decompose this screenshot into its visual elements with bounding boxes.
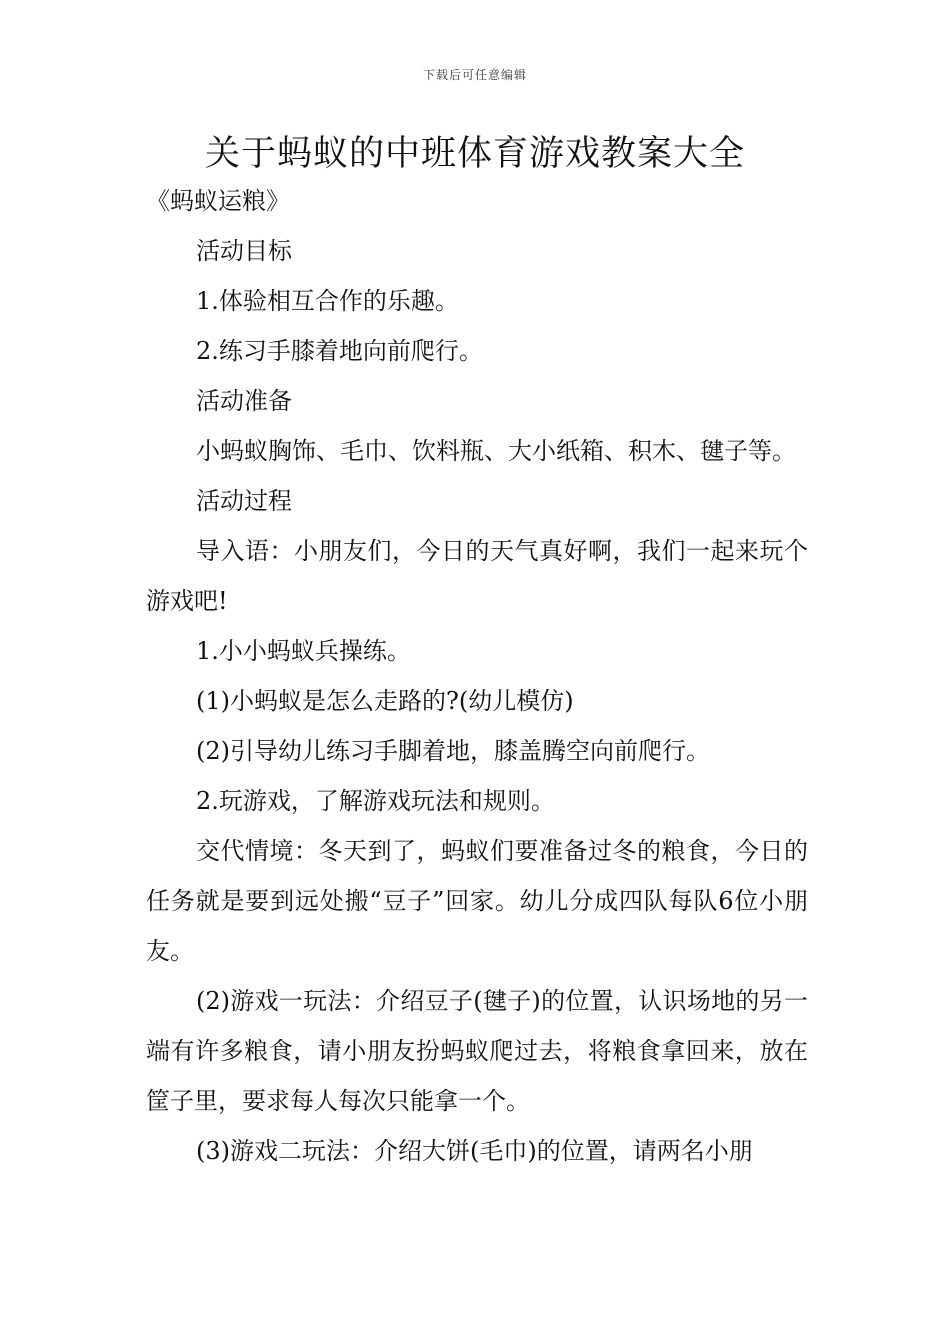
- paragraph: (2)游戏一玩法：介绍豆子(毽子)的位置，认识场地的另一端有许多粮食，请小朋友扮蚂蚁爬过去，将粮食拿回来，放在筐子里，要求每人每次只能拿一个。: [146, 987, 808, 1115]
- paragraph: 1.小小蚂蚁兵操练。: [196, 637, 411, 665]
- paragraph: 2.练习手膝着地向前爬行。: [196, 337, 483, 365]
- paragraph: (1)小蚂蚁是怎么走路的?(幼儿模仿): [196, 687, 574, 715]
- document-body: [146, 176, 808, 1176]
- paragraph: 活动准备: [196, 387, 292, 415]
- paragraph: 活动过程: [196, 487, 292, 515]
- paragraph: 《蚂蚁运粮》: [146, 187, 290, 215]
- paragraph: (2)引导幼儿练习手脚着地，膝盖腾空向前爬行。: [196, 737, 710, 765]
- document-title: 关于蚂蚁的中班体育游戏教案大全: [204, 134, 745, 174]
- paragraph: 2.玩游戏，了解游戏玩法和规则。: [196, 787, 555, 815]
- paragraph: 活动目标: [196, 237, 292, 265]
- paragraph: 1.体验相互合作的乐趣。: [196, 287, 459, 315]
- paragraph: (3)游戏二玩法：介绍大饼(毛巾)的位置，请两名小朋: [196, 1137, 753, 1165]
- header-note: 下载后可任意编辑: [422, 68, 527, 82]
- paragraph: 小蚂蚁胸饰、毛巾、饮料瓶、大小纸箱、积木、毽子等。: [196, 437, 796, 465]
- paragraph: 导入语：小朋友们，今日的天气真好啊，我们一起来玩个游戏吧!: [146, 537, 808, 615]
- paragraph: 交代情境：冬天到了，蚂蚁们要准备过冬的粮食，今日的任务就是要到远处搬“豆子”回家。幼儿分成四队每队6位小朋友。: [146, 837, 808, 965]
